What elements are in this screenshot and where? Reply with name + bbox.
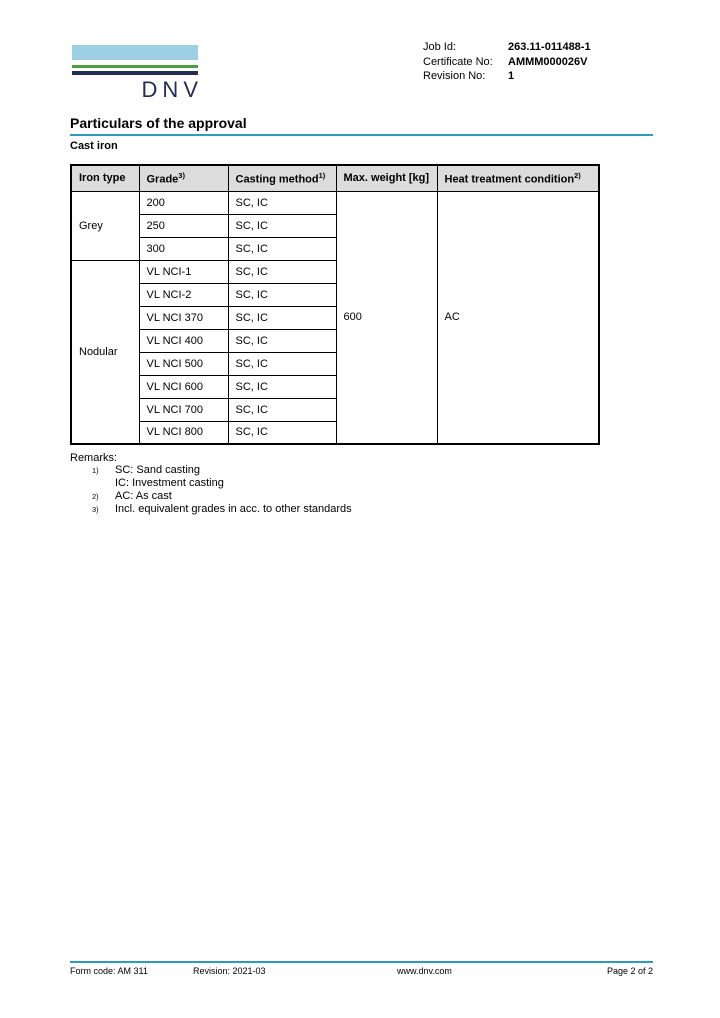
document-meta <box>423 40 591 84</box>
col-header-grade-sup: 3) <box>178 170 185 180</box>
remark-item <box>70 477 352 489</box>
max-weight-cell: 600 <box>336 191 437 444</box>
col-header-heat-treatment-sup: 2) <box>574 170 581 180</box>
remark-text: Incl. equivalent grades in acc. to other standards <box>115 502 352 515</box>
approval-table <box>70 164 600 445</box>
casting-method-cell: SC, IC <box>228 237 336 260</box>
iron-type-cell-grey: Grey <box>71 191 139 260</box>
casting-method-cell: SC, IC <box>228 283 336 306</box>
certificate-no-value: AMMM000026V <box>508 55 588 68</box>
dnv-logo <box>72 45 203 103</box>
revision-no-value: 1 <box>508 70 515 82</box>
col-header-grade-label: Grade <box>146 173 179 186</box>
casting-method-cell: SC, IC <box>228 306 336 329</box>
page-title: Particulars of the approval <box>70 115 653 136</box>
remarks-section <box>70 452 352 516</box>
grade-cell: VL NCI 370 <box>139 306 228 329</box>
remarks-heading: Remarks: <box>70 452 118 464</box>
iron-type-cell-nodular: Nodular <box>71 260 139 444</box>
remark-sup-2: 2) <box>92 491 99 501</box>
col-header-heat-treatment-label: Heat treatment condition <box>444 173 575 186</box>
remark-sup-blank <box>92 477 115 478</box>
casting-method-cell: SC, IC <box>228 260 336 283</box>
casting-method-cell: SC, IC <box>228 398 336 421</box>
casting-method-cell: SC, IC <box>228 214 336 237</box>
footer-page-number: Page 2 of 2 <box>606 966 653 976</box>
table-header-row <box>71 165 599 191</box>
col-header-iron-type-label: Iron type <box>79 172 126 185</box>
heat-treatment-cell: AC <box>437 191 599 444</box>
grade-cell: 300 <box>139 237 228 260</box>
col-header-grade <box>139 165 228 191</box>
meta-row-certificate-no <box>423 55 591 70</box>
logo-bar-green-icon <box>72 65 198 68</box>
section-heading: Cast iron <box>70 140 118 152</box>
job-id-label: Job Id: <box>423 41 457 53</box>
col-header-max-weight <box>336 165 437 191</box>
casting-method-cell: SC, IC <box>228 375 336 398</box>
footer-website-link: www.dnv.com <box>397 966 452 976</box>
grade-cell: VL NCI-1 <box>139 260 228 283</box>
remark-text: AC: As cast <box>115 489 172 502</box>
logo-text: DNV <box>141 77 203 102</box>
casting-method-cell: SC, IC <box>228 421 336 444</box>
remark-sup-3: 3) <box>92 504 99 514</box>
meta-row-revision-no <box>423 69 591 84</box>
col-header-casting-method-sup: 1) <box>318 170 326 180</box>
revision-no-label: Revision No: <box>423 70 486 82</box>
certificate-no-label: Certificate No: <box>423 55 493 68</box>
grade-cell: VL NCI 600 <box>139 375 228 398</box>
logo-bar-navy-icon <box>72 71 198 75</box>
grade-cell: VL NCI 500 <box>139 352 228 375</box>
logo-bar-light-blue-icon <box>72 45 198 60</box>
grade-cell: 200 <box>139 191 228 214</box>
footer-divider <box>70 961 653 963</box>
grade-cell: 250 <box>139 214 228 237</box>
meta-row-job-id <box>423 40 591 55</box>
col-header-heat-treatment <box>437 165 599 191</box>
grade-cell: VL NCI-2 <box>139 283 228 306</box>
col-header-max-weight-label: Max. weight [kg] <box>343 172 430 185</box>
remark-item <box>70 490 352 503</box>
remark-item <box>70 503 352 516</box>
remark-item <box>70 464 352 477</box>
footer-form-code: Form code: AM 311 <box>70 966 148 976</box>
remark-sup-1: 1) <box>92 466 99 476</box>
casting-method-cell: SC, IC <box>228 352 336 375</box>
col-header-casting-method-label: Casting method <box>235 173 319 186</box>
casting-method-cell: SC, IC <box>228 329 336 352</box>
remark-text: SC: Sand casting <box>115 464 200 477</box>
footer-revision: Revision: 2021-03 <box>193 966 266 976</box>
job-id-value: 263.11-011488-1 <box>508 41 591 53</box>
col-header-casting-method <box>228 165 336 191</box>
grade-cell: VL NCI 400 <box>139 329 228 352</box>
col-header-iron-type <box>71 165 139 191</box>
table-row <box>71 191 599 214</box>
remark-text: IC: Investment casting <box>115 477 224 490</box>
grade-cell: VL NCI 700 <box>139 398 228 421</box>
casting-method-cell: SC, IC <box>228 191 336 214</box>
grade-cell: VL NCI 800 <box>139 421 228 444</box>
